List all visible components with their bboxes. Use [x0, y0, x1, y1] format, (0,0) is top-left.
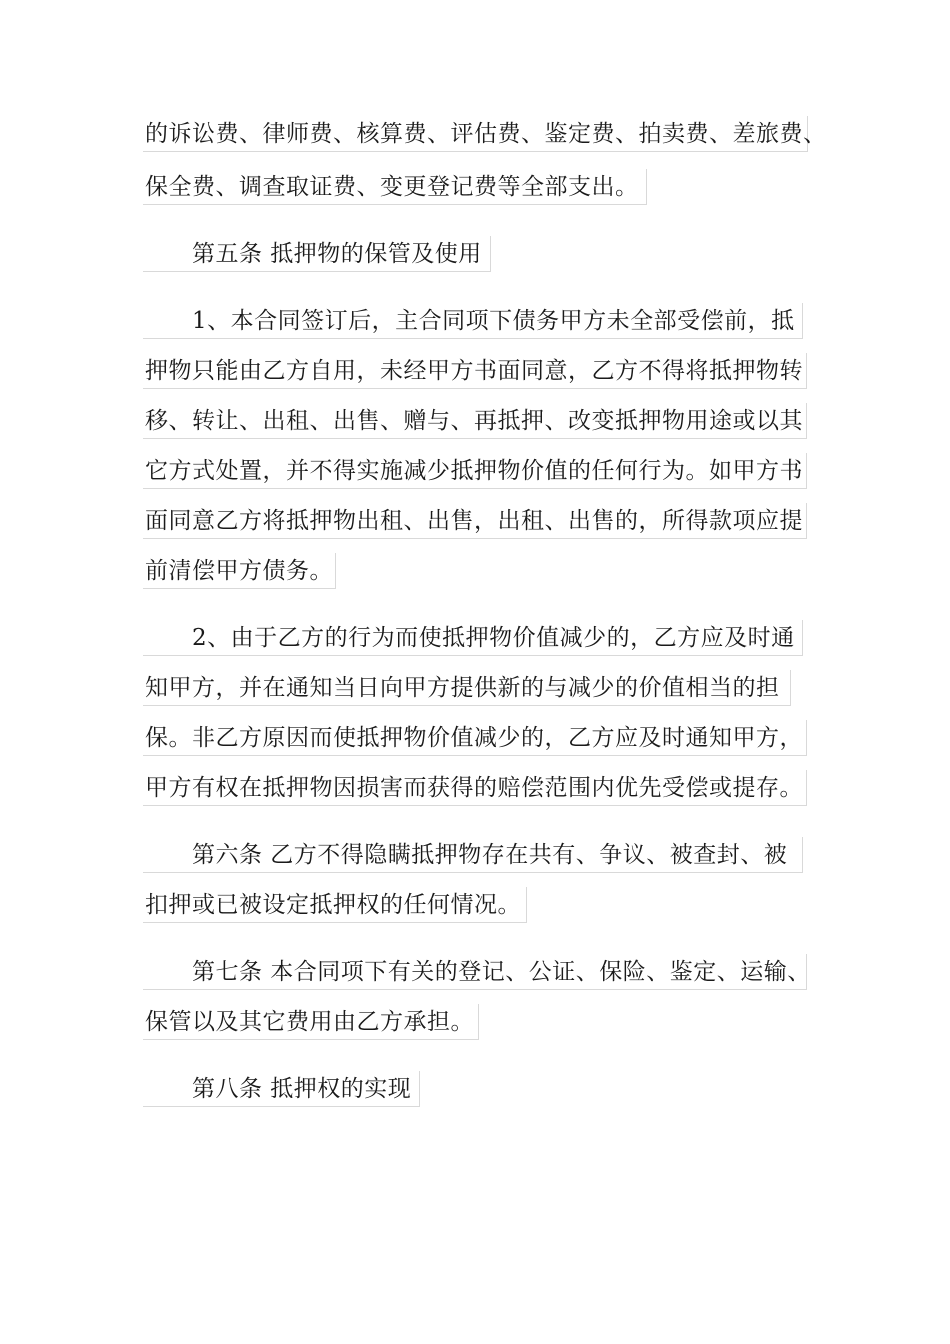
text-line: 保。非乙方原因而使抵押物价值减少的，乙方应及时通知甲方， [143, 720, 807, 756]
text-line: 1、本合同签订后，主合同项下债务甲方未全部受偿前，抵 [143, 303, 803, 339]
section-heading: 第五条 抵押物的保管及使用 [143, 236, 491, 272]
text-line: 甲方有权在抵押物因损害而获得的赔偿范围内优先受偿或提存。 [143, 770, 807, 806]
text-line: 押物只能由乙方自用，未经甲方书面同意，乙方不得将抵押物转 [143, 353, 807, 389]
section-heading: 第八条 抵押权的实现 [143, 1071, 420, 1107]
text-line: 保管以及其它费用由乙方承担。 [143, 1004, 479, 1040]
text-line: 扣押或已被设定抵押权的任何情况。 [143, 887, 527, 923]
text-line: 第六条 乙方不得隐瞒抵押物存在共有、争议、被查封、被 [143, 837, 803, 873]
text-line: 面同意乙方将抵押物出租、出售，出租、出售的，所得款项应提 [143, 503, 807, 539]
text-line: 的诉讼费、律师费、核算费、评估费、鉴定费、拍卖费、差旅费、 [143, 116, 808, 152]
text-line: 2、由于乙方的行为而使抵押物价值减少的，乙方应及时通 [143, 620, 803, 656]
text-line: 知甲方，并在通知当日向甲方提供新的与减少的价值相当的担 [143, 670, 791, 706]
text-line: 移、转让、出租、出售、赠与、再抵押、改变抵押物用途或以其 [143, 403, 807, 439]
text-line: 保全费、调查取证费、变更登记费等全部支出。 [143, 169, 647, 205]
text-line: 前清偿甲方债务。 [143, 553, 336, 589]
text-line: 它方式处置，并不得实施减少抵押物价值的任何行为。如甲方书 [143, 453, 807, 489]
text-line: 第七条 本合同项下有关的登记、公证、保险、鉴定、运输、 [143, 954, 807, 990]
